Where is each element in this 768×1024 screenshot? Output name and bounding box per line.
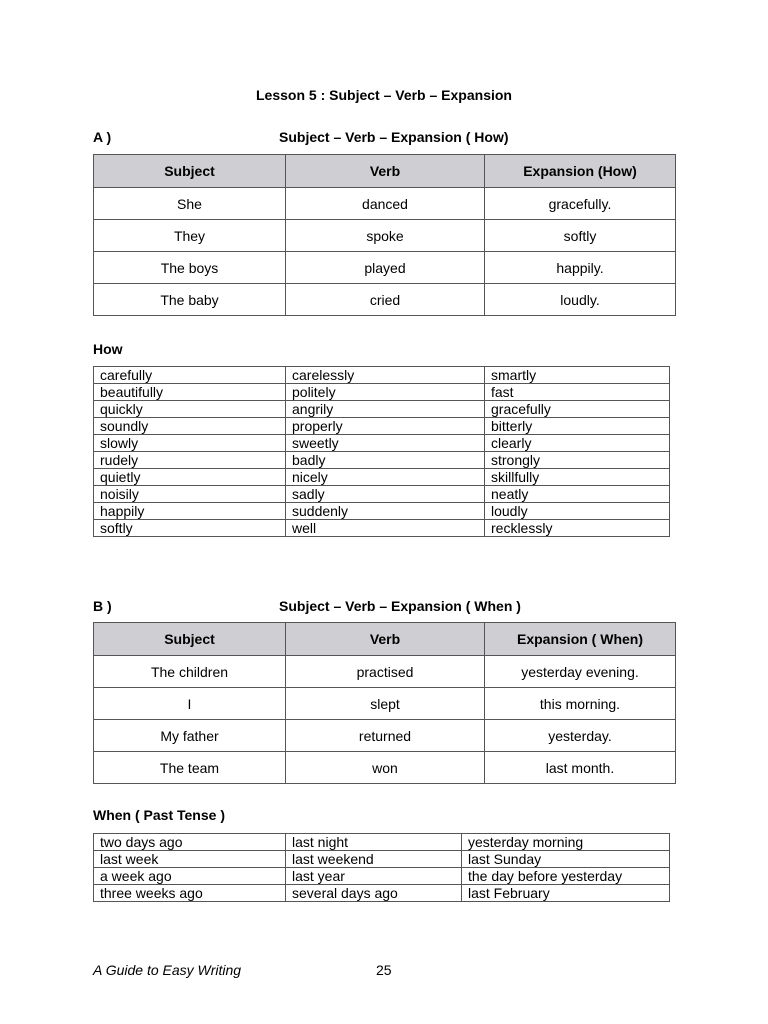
table-row: [94, 656, 676, 688]
expansion-cell: loudly.: [485, 284, 676, 316]
word-cell: sadly: [286, 486, 485, 503]
word-cell: well: [286, 520, 485, 537]
expansion-cell: happily.: [485, 252, 676, 284]
expansion-cell: softly: [485, 220, 676, 252]
word-cell: happily: [94, 503, 286, 520]
word-cell: last February: [462, 885, 670, 902]
list-item: [94, 503, 670, 520]
word-cell: quietly: [94, 469, 286, 486]
column-header-expansion: Expansion (How): [485, 155, 676, 188]
word-cell: smartly: [485, 367, 670, 384]
expansion-cell: yesterday evening.: [485, 656, 676, 688]
subject-cell: They: [94, 220, 286, 252]
expansion-cell: gracefully.: [485, 188, 676, 220]
word-cell: yesterday morning: [462, 834, 670, 851]
list-item: [94, 851, 670, 868]
verb-cell: practised: [286, 656, 485, 688]
list-item: [94, 520, 670, 537]
table-row: [94, 688, 676, 720]
expansion-cell: yesterday.: [485, 720, 676, 752]
word-cell: last Sunday: [462, 851, 670, 868]
word-cell: last night: [286, 834, 462, 851]
word-cell: last year: [286, 868, 462, 885]
subject-cell: She: [94, 188, 286, 220]
table-row: [94, 752, 676, 784]
expansion-cell: this morning.: [485, 688, 676, 720]
when-word-table: [93, 833, 670, 902]
verb-cell: cried: [286, 284, 485, 316]
section-a-title: Subject – Verb – Expansion ( How): [279, 129, 509, 145]
word-cell: strongly: [485, 452, 670, 469]
word-cell: quickly: [94, 401, 286, 418]
word-cell: suddenly: [286, 503, 485, 520]
word-cell: two days ago: [94, 834, 286, 851]
verb-cell: slept: [286, 688, 485, 720]
subject-cell: My father: [94, 720, 286, 752]
word-cell: recklessly: [485, 520, 670, 537]
word-cell: neatly: [485, 486, 670, 503]
verb-cell: returned: [286, 720, 485, 752]
word-cell: a week ago: [94, 868, 286, 885]
word-cell: badly: [286, 452, 485, 469]
verb-cell: spoke: [286, 220, 485, 252]
subject-cell: The boys: [94, 252, 286, 284]
list-item: [94, 384, 670, 401]
section-b-letter: B ): [93, 598, 112, 614]
section-b-title: Subject – Verb – Expansion ( When ): [279, 598, 521, 614]
table-header-row: [94, 155, 676, 188]
verb-cell: won: [286, 752, 485, 784]
word-cell: nicely: [286, 469, 485, 486]
word-cell: carefully: [94, 367, 286, 384]
list-item: [94, 435, 670, 452]
table-row: [94, 252, 676, 284]
verb-cell: danced: [286, 188, 485, 220]
list-item: [94, 401, 670, 418]
table-row: [94, 220, 676, 252]
page-number: 25: [376, 962, 392, 978]
column-header-verb: Verb: [286, 623, 485, 656]
list-item: [94, 367, 670, 384]
table-row: [94, 188, 676, 220]
word-cell: softly: [94, 520, 286, 537]
list-item: [94, 868, 670, 885]
how-example-table: [93, 154, 676, 316]
word-cell: sweetly: [286, 435, 485, 452]
word-cell: several days ago: [286, 885, 462, 902]
subject-cell: I: [94, 688, 286, 720]
word-cell: the day before yesterday: [462, 868, 670, 885]
word-cell: rudely: [94, 452, 286, 469]
subject-cell: The children: [94, 656, 286, 688]
list-item: [94, 834, 670, 851]
list-item: [94, 418, 670, 435]
word-cell: clearly: [485, 435, 670, 452]
subject-cell: The team: [94, 752, 286, 784]
word-cell: loudly: [485, 503, 670, 520]
list-item: [94, 452, 670, 469]
word-cell: bitterly: [485, 418, 670, 435]
section-a-letter: A ): [93, 129, 112, 145]
word-cell: soundly: [94, 418, 286, 435]
column-header-expansion: Expansion ( When): [485, 623, 676, 656]
table-row: [94, 284, 676, 316]
subject-cell: The baby: [94, 284, 286, 316]
word-cell: angrily: [286, 401, 485, 418]
word-cell: gracefully: [485, 401, 670, 418]
how-word-table: [93, 366, 670, 537]
word-cell: beautifully: [94, 384, 286, 401]
word-cell: last week: [94, 851, 286, 868]
column-header-verb: Verb: [286, 155, 485, 188]
word-cell: fast: [485, 384, 670, 401]
verb-cell: played: [286, 252, 485, 284]
word-cell: properly: [286, 418, 485, 435]
table-row: [94, 720, 676, 752]
word-cell: skillfully: [485, 469, 670, 486]
word-cell: three weeks ago: [94, 885, 286, 902]
when-heading: When ( Past Tense ): [93, 807, 225, 823]
lesson-title: Lesson 5 : Subject – Verb – Expansion: [256, 87, 512, 103]
column-header-subject: Subject: [94, 155, 286, 188]
how-heading: How: [93, 341, 123, 357]
word-cell: politely: [286, 384, 485, 401]
word-cell: slowly: [94, 435, 286, 452]
word-cell: last weekend: [286, 851, 462, 868]
column-header-subject: Subject: [94, 623, 286, 656]
expansion-cell: last month.: [485, 752, 676, 784]
list-item: [94, 469, 670, 486]
list-item: [94, 486, 670, 503]
word-cell: noisily: [94, 486, 286, 503]
table-header-row: [94, 623, 676, 656]
list-item: [94, 885, 670, 902]
when-example-table: [93, 622, 676, 784]
word-cell: carelessly: [286, 367, 485, 384]
footer-book-title: A Guide to Easy Writing: [93, 962, 242, 978]
